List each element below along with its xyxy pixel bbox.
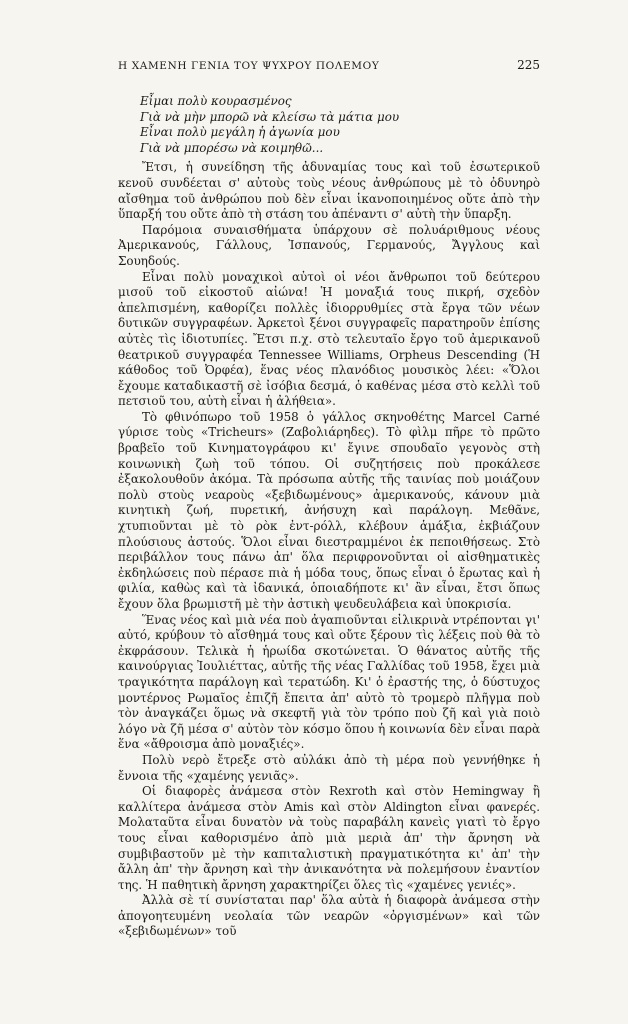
running-head: Η ΧΑΜΕΝΗ ΓΕΝΙΑ ΤΟΥ ΨΥΧΡΟΥ ΠΟΛΕΜΟΥ xyxy=(118,60,380,72)
page-body xyxy=(118,94,540,940)
poem-line: Εἶμαι πολὺ κουρασμένος xyxy=(140,94,292,108)
paragraph: Εἶναι πολὺ μοναχικοὶ αὐτοὶ οἱ νέοι ἄνθρωποι τοῦ δεύτερου μισοῦ τοῦ εἰκοστοῦ αἰώνα! Ἡ μοναξιά τους πικρή, σχεδὸν ἀπελπισμένη, καθορίζει πολλὲς ἰδιορρυθμίες στὰ ἔργα τῶν νέων δυτικῶν συγγραφέων. Ἀρκετοὶ ξένοι συγγραφεῖς παρατηροῦν ἐπίσης αὐτὲς τὶς ἰδιοτυπίες. Ἔτσι π.χ. στὸ τελευταῖο ἔργο τοῦ ἀμερικανοῦ θεατρικοῦ συγγραφέα Tennessee Williams, Orpheus Descending (Ἡ κάθοδος τοῦ Ὀρφέα), ἕνας νέος πλανόδιος μουσικὸς λέει: «Ὅλοι ἔχουμε καταδικαστῆ σὲ ἰσόβια δεσμά, ὁ καθένας μέσα στὸ κελλὶ τοῦ πετσιοῦ του, αὐτὴ εἶναι ἡ ἀλήθεια». xyxy=(118,269,540,409)
page-number: 225 xyxy=(517,58,540,72)
paragraph: Ἕνας νέος καὶ μιὰ νέα ποὺ ἀγαπιοῦνται εἰλικρινὰ ντρέπονται γι' αὐτό, κρύβουν τὸ αἴσθημά τους καὶ οὔτε ξέρουν τὶς λέξεις ποὺ θὰ τὸ ἐκφράσουν. Τελικὰ ἡ ἡρωίδα σκοτώνεται. Ὁ θάνατος αὐτῆς τῆς καινούργιας Ἰουλιέττας, αὐτῆς τῆς νέας Γαλλίδας τοῦ 1958, ἔχει μιὰ τραγικότητα παράλογη καὶ τερατώδη. Κι' ὁ ἐραστής της, ὁ δύστυχος μοντέρνος Ρωμαῖος ἐπιζῆ ἔπειτα ἀπ' αὐτὸ τὸ τρομερὸ πλῆγμα ποὺ τὸν ἀναγκάζει ὅμως νὰ σκεφτῆ γιὰ τὸν τρόπο ποὺ ζῆ καὶ γιὰ ποιὸ λόγο νὰ ζῆ μέσα σ' αὐτὸν τὸν κόσμο ὅπου ἡ κοινωνία δὲν εἶναι παρὰ ἕνα «ἄθροισμα ἀπὸ μοναξιές». xyxy=(118,612,540,752)
page-header xyxy=(118,58,540,72)
paragraph: Τὸ φθινόπωρο τοῦ 1958 ὁ γάλλος σκηνοθέτης Marcel Carné γύρισε τοὺς «Tricheurs» (Ζαβολιάρηδες). Τὸ φὶλμ πῆρε τὸ πρῶτο βραβεῖο τοῦ Κινηματογράφου κι' ἔγινε σπουδαῖο γεγονὸς στὴ κοινωνικὴ ζωὴ τοῦ τόπου. Οἱ συζητήσεις ποὺ προκάλεσε ἐξακολουθοῦν ἀκόμα. Τὰ πρόσωπα αὐτῆς τῆς ταινίας ποὺ μοιάζουν πολὺ στοὺς νεαροὺς «ξεβιδωμένους» ἀμερικανούς, κάνουν μιὰ κινητικὴ ζωή, πυρετική, ἀνήσυχη καὶ παράλογη. Μεθᾶνε, χτυπιοῦνται μὲ τὸ ρὸκ ἐντ-ρόλλ, κλέβουν ἁμάξια, ἐκβιάζουν πλούσιους ἀστούς. Ὅλοι εἶναι διεστραμμένοι ἐκ πεποιθήσεως. Στὸ περιβάλλον τους πάνω ἀπ' ὅλα περιφρονοῦνται οἱ αἰσθηματικὲς ἐκδηλώσεις ποὺ πέρασε πιὰ ἡ μόδα τους, ὅπως εἶναι ὁ ἔρωτας καὶ ἡ φιλία, καθὼς καὶ τὰ ἰδανικά, ὁποιαδήποτε κι' ἂν εἶναι, ἔτσι ὅπως ἔχουν ὅλα βρωμιστῆ μὲ τὴν ἀστικὴ ψευδευλάβεια καὶ ὑποκρισία. xyxy=(118,409,540,611)
poem-line: Εἶναι πολὺ μεγάλη ἡ ἀγωνία μου xyxy=(140,125,340,140)
poem-stanza xyxy=(140,94,540,156)
poem-line: Γιὰ νὰ μὴν μπορῶ νὰ κλείσω τὰ μάτια μου xyxy=(140,109,400,124)
paragraph: Ἔτσι, ἡ συνείδηση τῆς ἀδυναμίας τους καὶ τοῦ ἐσωτερικοῦ κενοῦ συνδέεται σ' αὐτοὺς τοὺς νέους ἀνθρώπους μὲ τὸ ὀδυνηρὸ αἴσθημα τοῦ ἀνθρώπου ποὺ δὲν εἶναι ἱκανοποιημένος οὔτε ἀπὸ τὴν ὕπαρξή του οὔτε ἀπὸ τὴ στάση του ἀπέναντι σ' αὐτὴ τὴν ὕπαρξη. xyxy=(118,160,540,222)
poem-line: Γιὰ νὰ μπορέσω νὰ κοιμηθῶ... xyxy=(140,140,324,155)
paragraph: Ἀλλὰ σὲ τί συνίσταται παρ' ὅλα αὐτὰ ἡ διαφορὰ ἀνάμεσα στὴν ἀπογοητευμένη νεολαία τῶν νεαρῶν «ὀργισμένων» καὶ τῶν «ξεβιδωμένων» τοῦ xyxy=(118,893,540,939)
paragraph: Παρόμοια συναισθήματα ὑπάρχουν σὲ πολυάριθμους νέους Ἀμερικανούς, Γάλλους, Ἰσπανούς, Γερμανούς, Ἄγγλους καὶ Σουηδούς. xyxy=(118,222,540,268)
paragraph: Πολὺ νερὸ ἔτρεξε στὸ αὐλάκι ἀπὸ τὴ μέρα ποὺ γεννήθηκε ἡ ἔννοια τῆς «χαμένης γενιᾶς». xyxy=(118,752,540,783)
paragraph: Οἱ διαφορὲς ἀνάμεσα στὸν Rexroth καὶ στὸν Hemingway ἢ καλλίτερα ἀνάμεσα στὸν Amis καὶ στὸν Aldington εἶναι φανερές. Μολαταῦτα εἶναι δυνατὸν νὰ τοὺς παραβάλη κανεὶς γιατὶ τὸ ἔργο τους εἶναι καθορισμένο ἀπὸ μιὰ μεριὰ ἀπ' τὴν ἄρνηση νὰ συμβιβαστοῦν μὲ τὴν καπιταλιστικὴ πραγματικότητα κι' ἀπ' τὴν ἄλλη ἀπ' τὴν ἄρνηση καὶ τὴν ἀνικανότητα νὰ πολεμήσουν ἐναντίον της. Ἡ παθητικὴ ἄρνηση χαρακτηρίζει ὅλες τὶς «χαμένες γενιές». xyxy=(118,784,540,892)
